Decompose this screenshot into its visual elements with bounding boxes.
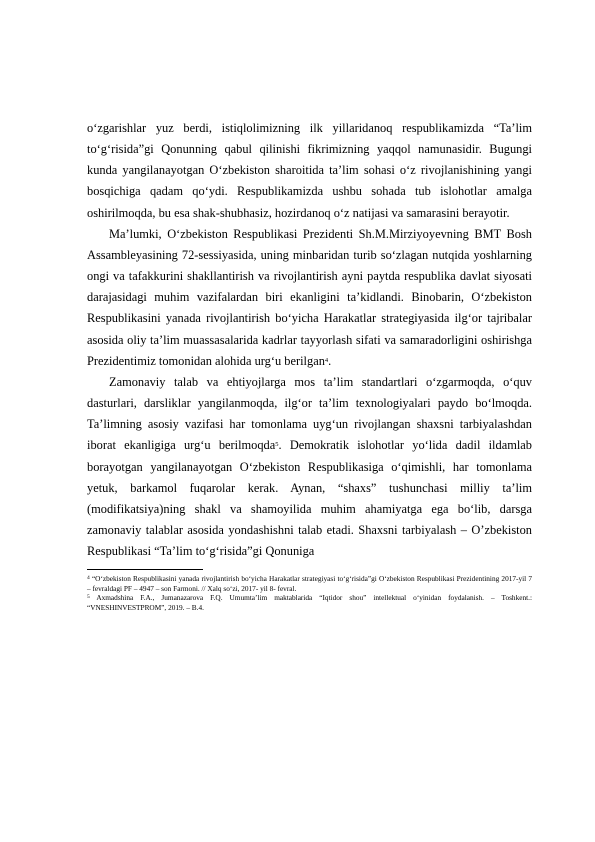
footnote-4-mark: 4 (87, 575, 90, 582)
paragraph-2-text: Ma’lumki, O‘zbekiston Respublikasi Prezidenti Sh.M.Mirziyoyevning BMT Bosh Assambleyasining 72-sessiyasida, uning minbaridan turib so‘zlagan nutqida yoshlarning ongi va tafakkurini shakllantirish va rivojlantirish ayni paytda respublika davlat siyosati darajasidagi muhim vazifalardan biri ekanligini ta’kidlandi. Binobarin, O‘zbekiston Respublikasini yanada rivojlantirish bo‘yicha Harakatlar strategiyasida ilg‘or tajribalar asosida oliy ta’lim muassasalarida kadrlar tayyorlash sifati va samaradorligini oshirishga Prezidentimiz tomonidan alohida urg‘u berilgan (87, 226, 532, 368)
footnote-4 (87, 574, 532, 593)
paragraph-2 (87, 224, 532, 372)
paragraph-3 (87, 372, 532, 562)
footnote-5-text: Axmadshina F.A., Jumanazarova F.Q. Umumta’lim maktablarida “Iqtidor shou” intellektual o‘yinidan foydalanish. – Toshkent.: “VNESHINVESTPROM”, 2019. – B.4. (87, 593, 532, 613)
footnote-5 (87, 593, 532, 612)
paragraph-3-text-a: Zamonaviy talab va ehtiyojlarga mos ta’lim standartlari o‘zgarmoqda, o‘quv dasturlari, darsliklar yangilanmoqda, ilg‘or ta’lim texnologiyalari paydo bo‘lmoqda. Ta’limning asosiy vazifasi har tomonlama uyg‘un rivojlangan shaxsni tarbiyalashdan iborat ekanligiga urg‘u berilmoqda (87, 374, 532, 453)
footnote-ref-4[interactable]: 4 (324, 356, 329, 364)
footnote-separator (87, 569, 203, 570)
footnote-5-mark: 5 (87, 594, 90, 601)
paragraph-3-text-b: . Demokratik islohotlar yo‘lida dadil ildamlab borayotgan yangilanayotgan O‘zbekiston Respublikasiga o‘qimishli, har tomonlama yetuk, barkamol fuqarolar kerak. Aynan, “shaxs” tushunchasi milliy ta’lim (modifikatsiya)ning shakl va shamoyilida muhim ahamiyatga ega bo‘lib, darsga zamonaviy talablar asosida yondashishni talab etadi. Shaxsni tarbiyalash – O’zbekiston Respublikasi “Ta’lim to‘g‘risida”gi Qonuniga (87, 438, 532, 559)
paragraph-1 (87, 118, 532, 224)
footnote-ref-5[interactable]: 5 (275, 441, 279, 449)
paragraph-2-end: . (328, 353, 332, 368)
footnote-4-text: “O‘zbekiston Respublikasini yanada rivojlantirish bo‘yicha Harakatlar strategiyasi to‘g‘risida”gi O‘zbekiston Respublikasi Prezidentining 2017-yil 7 – fevraldagi PF – 4947 – son Farmoni. // Xalq so‘zi, 2017- yil 8- fevral. (87, 574, 532, 593)
paragraph-1-text: o‘zgarishlar yuz berdi, istiqlolimizning ilk yillaridanoq respublikamizda “Ta’lim to‘g‘risida”gi Qonunning qabul qilinishi fikrimizning yaqqol namunasidir. Bugungi kunda yangilanayotgan O‘zbekiston sharoitida ta’lim sohasi o‘z rivojlanishining yangi bosqichiga qadam qo‘ydi. Respublikamizda ushbu sohada tub islohotlar amalga oshirilmoqda, bu esa shak-shubhasiz, hozirdanoq o‘z natijasi va samarasini berayotir. (87, 121, 532, 220)
document-page (87, 118, 532, 613)
